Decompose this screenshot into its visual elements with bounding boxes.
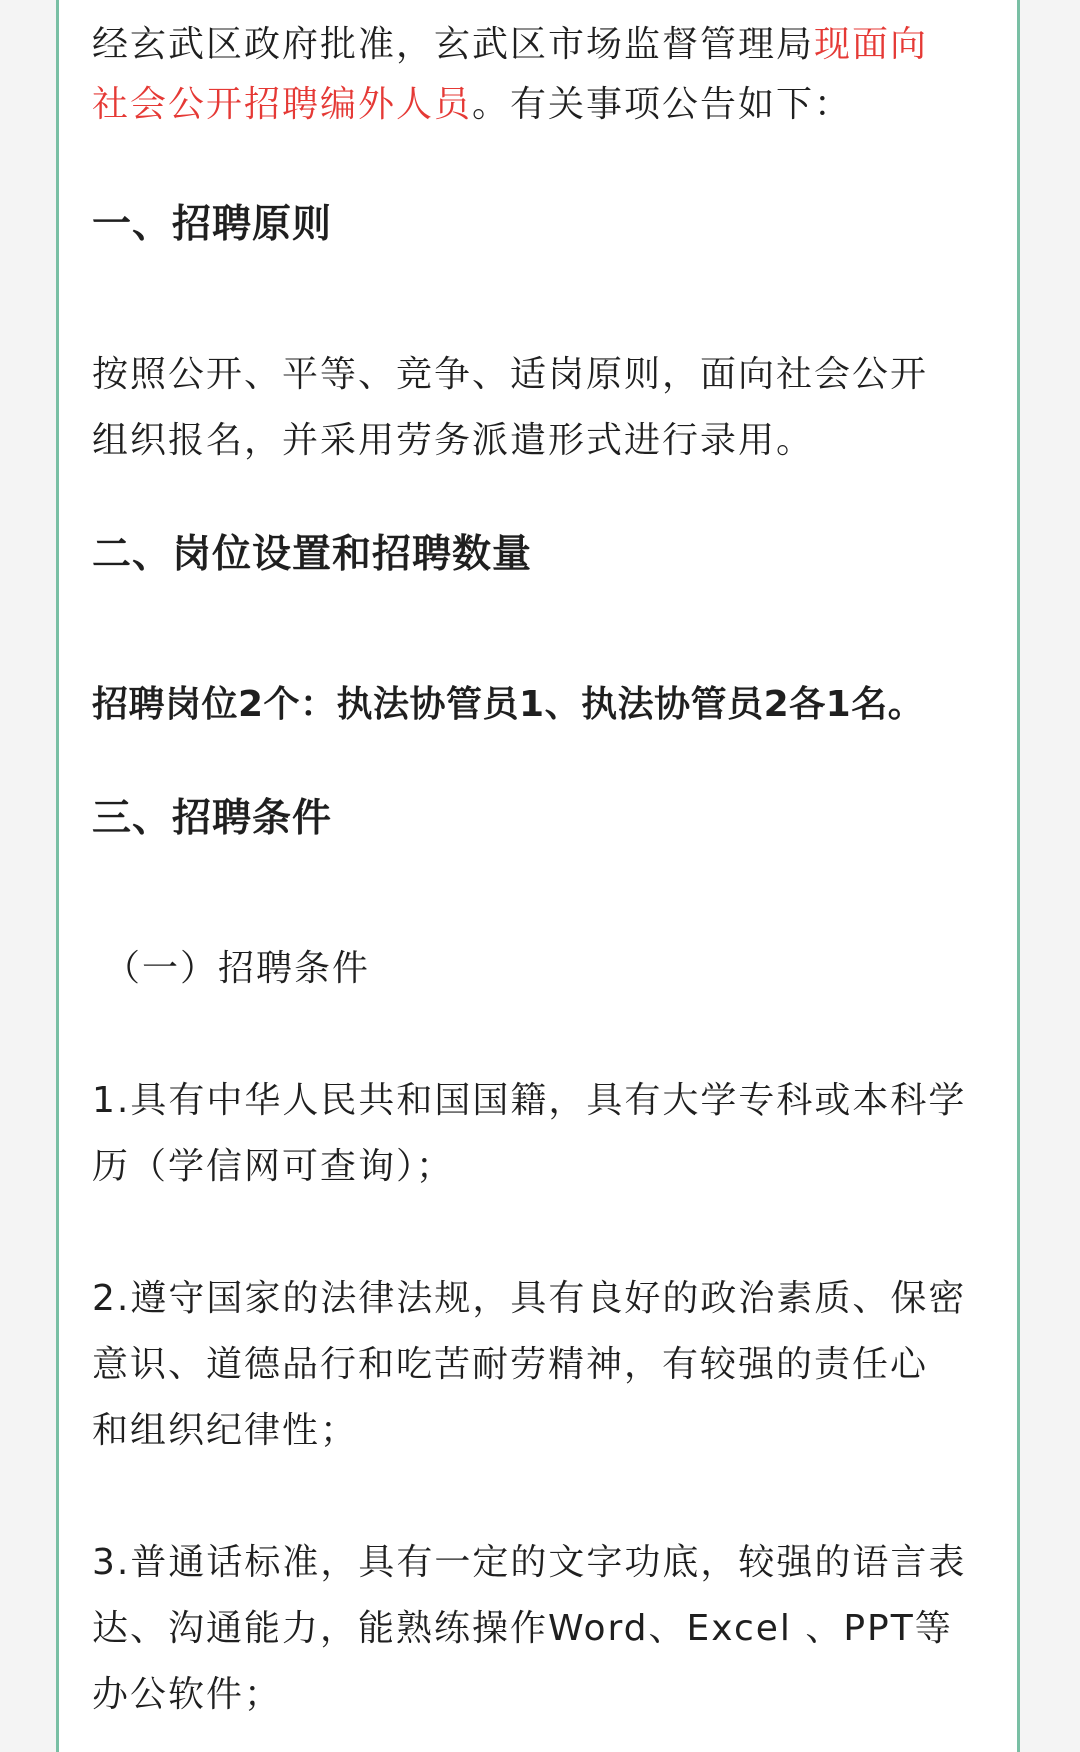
section-body-line: 组织报名，并采用劳务派遣形式进行录用。 <box>92 420 815 461</box>
intro-line-1 <box>92 12 992 77</box>
section-heading-positions: 二、岗位设置和招聘数量 <box>92 532 533 577</box>
positions-summary: 招聘岗位2个：执法协管员1、执法协管员2各1名。 <box>92 684 925 725</box>
condition-item-1-line: 1.具有中华人民共和国国籍，具有大学专科或本科学 <box>92 1080 967 1121</box>
intro-text-plain: 经玄武区政府批准，玄武区市场监督管理局 <box>92 24 815 65</box>
section-heading-conditions: 三、招聘条件 <box>92 796 333 841</box>
intro-line-2 <box>92 72 992 137</box>
condition-item-1-line: 历（学信网可查询）； <box>92 1146 455 1187</box>
subsection-heading: （一）招聘条件 <box>104 948 371 989</box>
condition-item-3-line: 办公软件； <box>92 1674 283 1715</box>
section-heading-principles: 一、招聘原则 <box>92 202 333 247</box>
article-card <box>56 0 1020 1752</box>
condition-item-2-line: 2.遵守国家的法律法规，具有良好的政治素质、保密 <box>92 1278 967 1319</box>
intro-highlight: 社会公开招聘编外人员 <box>92 84 473 125</box>
intro-highlight: 现面向 <box>814 24 929 65</box>
section-body-line: 按照公开、平等、竞争、适岗原则，面向社会公开 <box>92 354 929 395</box>
condition-item-2-line: 和组织纪律性； <box>92 1410 359 1451</box>
condition-item-3-line: 达、沟通能力，能熟练操作Word、Excel 、PPT等 <box>92 1608 953 1649</box>
condition-item-3-line: 3.普通话标准，具有一定的文字功底，较强的语言表 <box>92 1542 967 1583</box>
intro-text-plain: 。有关事项公告如下： <box>472 84 853 125</box>
condition-item-2-line: 意识、道德品行和吃苦耐劳精神，有较强的责任心 <box>92 1344 929 1385</box>
